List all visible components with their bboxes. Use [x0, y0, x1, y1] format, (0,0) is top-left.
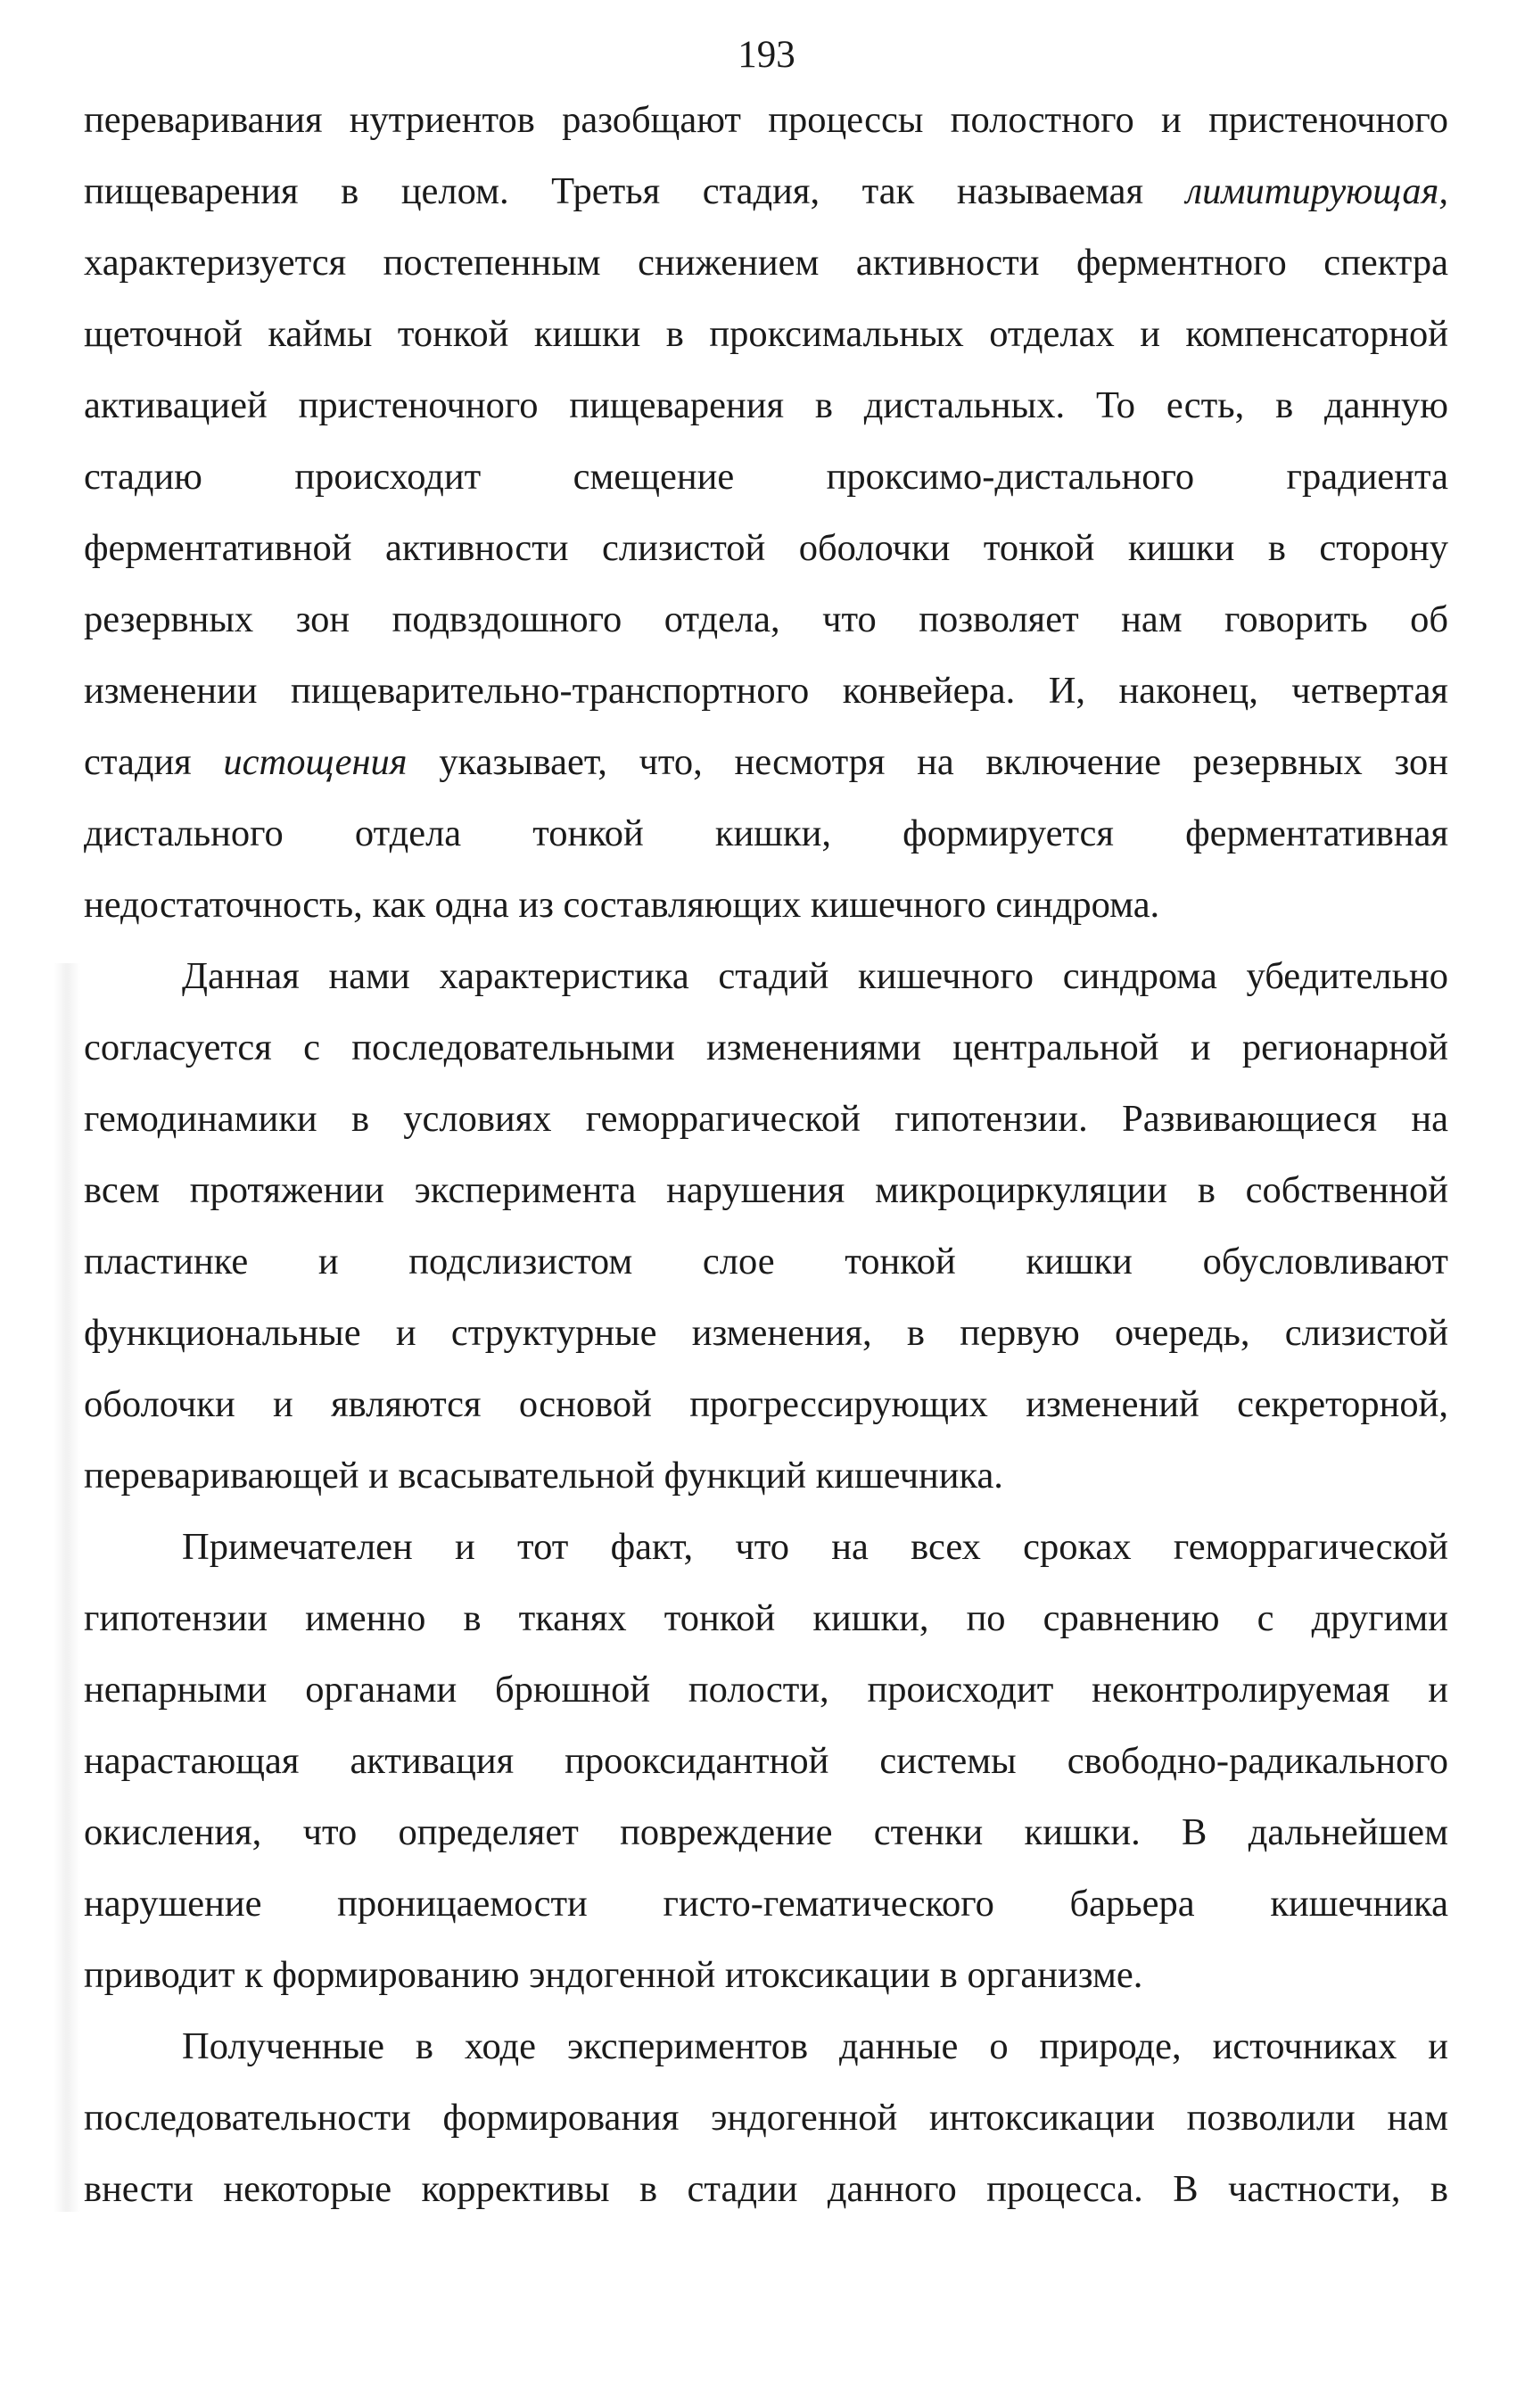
text-run: окисления, что определяет повреждение стенки кишки. В дальнейшем: [84, 1811, 1448, 1853]
text-run: Примечателен и тот факт, что на всех сроках геморрагической: [182, 1526, 1448, 1568]
text-line: [84, 1726, 1448, 1797]
text-run: характеризуется постепенным снижением активности ферментного спектра: [84, 242, 1448, 284]
text-run: щеточной каймы тонкой кишки в проксимальных отделах и компенсаторной: [84, 313, 1448, 355]
text-run: активацией пристеночного пищеварения в дистальных. То есть, в данную: [84, 384, 1448, 426]
text-run: согласуется с последовательными изменениями центральной и регионарной: [84, 1027, 1448, 1068]
text-run: переваривающей и всасывательной функций кишечника.: [84, 1455, 1003, 1497]
paragraph: [84, 2011, 1448, 2225]
text-line: [84, 727, 1448, 798]
text-line: [84, 1940, 1448, 2011]
text-run: пищеварения в целом. Третья стадия, так называемая: [84, 170, 1186, 212]
text-run: последовательности формирования эндогенной интоксикации позволили нам: [84, 2097, 1448, 2139]
text-line: [84, 441, 1448, 513]
text-line: [84, 513, 1448, 584]
text-run: дистального отдела тонкой кишки, формируется ферментативная: [84, 812, 1448, 854]
text-line: [84, 1155, 1448, 1226]
text-line: [84, 1512, 1448, 1583]
text-line: [84, 1440, 1448, 1512]
italic-term: истощения: [223, 741, 408, 783]
text-run: нарастающая активация прооксидантной системы свободно-радикального: [84, 1740, 1448, 1782]
text-line: [84, 1797, 1448, 1868]
text-line: [84, 1369, 1448, 1440]
text-run: ферментативной активности слизистой оболочки тонкой кишки в сторону: [84, 527, 1448, 569]
text-run: функциональные и структурные изменения, в первую очередь, слизистой: [84, 1312, 1448, 1354]
text-run: непарными органами брюшной полости, происходит неконтролируемая и: [84, 1669, 1448, 1711]
text-line: [84, 1298, 1448, 1369]
scan-shadow: [54, 963, 80, 2212]
text-run: гипотензии именно в тканях тонкой кишки, по сравнению с другими: [84, 1597, 1448, 1639]
text-run: переваривания нутриентов разобщают процессы полостного и пристеночного: [84, 99, 1448, 141]
text-run: указывает, что, несмотря на включение резервных зон: [407, 741, 1448, 783]
page-number: 193: [738, 34, 795, 76]
text-line: [84, 656, 1448, 727]
text-run: изменении пищеварительно-транспортного конвейера. И, наконец, четвертая: [84, 670, 1448, 712]
text-line: [84, 370, 1448, 441]
text-run: Полученные в ходе экспериментов данные о природе, источниках и: [182, 2025, 1448, 2067]
text-run: стадия: [84, 741, 224, 783]
text-line: [84, 2011, 1448, 2082]
text-line: [84, 156, 1448, 227]
text-line: [84, 299, 1448, 370]
text-run: резервных зон подвздошного отдела, что позволяет нам говорить об: [84, 598, 1448, 640]
paragraph: [84, 1512, 1448, 2011]
text-line: [84, 1583, 1448, 1654]
text-line: [84, 227, 1448, 299]
text-run: всем протяжении эксперимента нарушения микроциркуляции в собственной: [84, 1169, 1448, 1211]
text-run: нарушение проницаемости гисто-гематического барьера кишечника: [84, 1883, 1448, 1925]
text-line: [84, 1012, 1448, 1084]
text-line: [84, 2154, 1448, 2225]
text-line: [84, 1868, 1448, 1940]
text-line: [84, 1226, 1448, 1298]
text-run: внести некоторые коррективы в стадии данного процесса. В частности, в: [84, 2168, 1448, 2210]
text-line: [84, 1654, 1448, 1726]
text-line: [84, 1084, 1448, 1155]
text-run: гемодинамики в условиях геморрагической гипотензии. Развивающиеся на: [84, 1098, 1448, 1140]
text-run: недостаточность, как одна из составляющих кишечного синдрома.: [84, 884, 1160, 926]
paragraph: [84, 85, 1448, 941]
text-line: [84, 2082, 1448, 2154]
text-line: [84, 870, 1448, 941]
text-run: оболочки и являются основой прогрессирующих изменений секреторной,: [84, 1383, 1448, 1425]
paragraph: [84, 941, 1448, 1512]
text-line: [84, 798, 1448, 870]
italic-term: лимитирующая,: [1185, 170, 1448, 212]
body-text: [84, 85, 1448, 2225]
text-line: [84, 584, 1448, 656]
text-run: стадию происходит смещение проксимо-дистального градиента: [84, 456, 1448, 498]
text-line: [84, 85, 1448, 156]
text-run: пластинке и подслизистом слое тонкой кишки обусловливают: [84, 1241, 1448, 1282]
text-run: приводит к формированию эндогенной итоксикации в организме.: [84, 1954, 1143, 1996]
text-run: Данная нами характеристика стадий кишечного синдрома убедительно: [182, 955, 1448, 997]
text-line: [84, 941, 1448, 1012]
